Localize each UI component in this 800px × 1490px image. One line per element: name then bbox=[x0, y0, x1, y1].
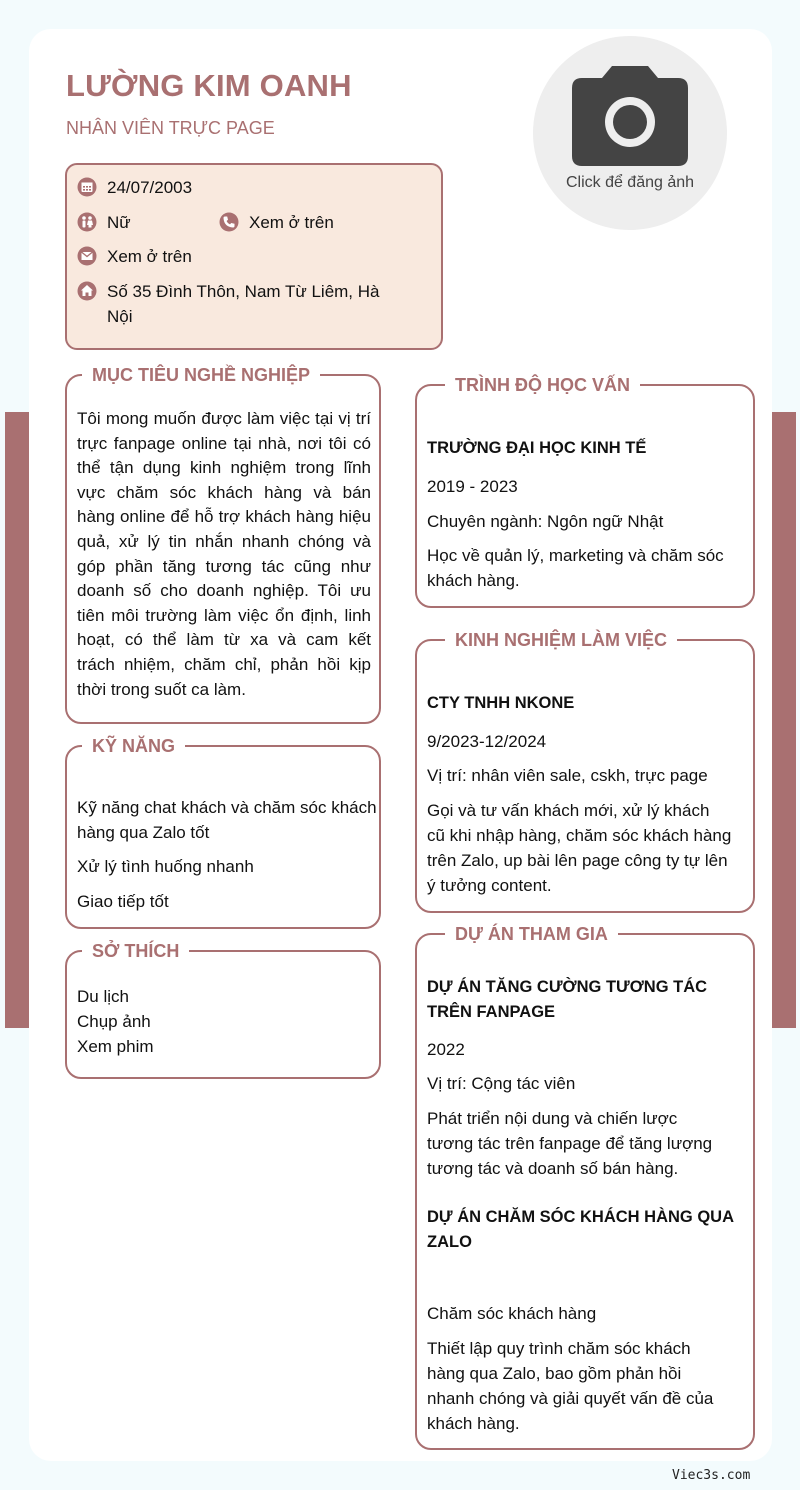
experience-title[interactable]: KINH NGHIỆM LÀM VIỆC bbox=[445, 628, 677, 652]
project-description[interactable]: Thiết lập quy trình chăm sóc khách hàng qua Zalo, bao gồm phản hồi nhanh chóng và giải quyết vấn đề của khách hàng. bbox=[427, 1339, 714, 1433]
right-accent-bar bbox=[772, 412, 796, 1028]
camera-icon bbox=[572, 64, 688, 166]
experience-position[interactable]: Vị trí: nhân viên sale, cskh, trực page bbox=[427, 766, 708, 785]
photo-upload[interactable] bbox=[533, 36, 727, 230]
email-icon bbox=[77, 246, 97, 266]
project-name[interactable]: DỰ ÁN CHĂM SÓC KHÁCH HÀNG QUA ZALO bbox=[427, 1208, 734, 1251]
objective-line: tiên môi trường làm việc ổn định, linh bbox=[77, 605, 371, 625]
objective-line: thời trong suốt ca làm. bbox=[77, 679, 246, 699]
education-title[interactable]: TRÌNH ĐỘ HỌC VẤN bbox=[445, 373, 640, 397]
experience-description[interactable]: Gọi và tư vấn khách mới, xử lý khách cũ khi nhập hàng, chăm sóc khách hàng trên Zalo, up bài lên page công ty tự lên ý tưởng content. bbox=[427, 801, 732, 895]
project-position[interactable]: Chăm sóc khách hàng bbox=[427, 1304, 597, 1323]
address-value[interactable]: Số 35 Đình Thôn, Nam Từ Liêm, Hà Nội bbox=[107, 282, 380, 326]
left-accent-bar bbox=[5, 412, 29, 1028]
project-position[interactable]: Vị trí: Cộng tác viên bbox=[427, 1074, 576, 1093]
email-value[interactable]: Xem ở trên bbox=[107, 247, 192, 266]
watermark-text: Viec3s.com bbox=[672, 1468, 751, 1483]
skills-title[interactable]: KỸ NĂNG bbox=[82, 734, 185, 758]
experience-period[interactable]: 9/2023-12/2024 bbox=[427, 732, 547, 751]
education-major[interactable]: Chuyên ngành: Ngôn ngữ Nhật bbox=[427, 512, 664, 531]
objective-line: hàng online để hỗ trợ khách hàng hiệu bbox=[77, 507, 371, 527]
objective-line: góp phần tăng tương tác cũng như bbox=[77, 556, 371, 576]
calendar-icon bbox=[77, 177, 97, 197]
objective-line: vực chăm sóc khách hàng và bán bbox=[77, 482, 371, 502]
phone-value[interactable]: Xem ở trên bbox=[249, 213, 334, 232]
phone-icon bbox=[219, 212, 239, 232]
gender-value[interactable]: Nữ bbox=[107, 213, 131, 232]
objective-line: Tôi mong muốn được làm việc tại vị trí bbox=[77, 409, 371, 428]
objective-line: quả, xử lý tin nhắn nhanh chóng và bbox=[77, 532, 371, 551]
skill-item[interactable]: Kỹ năng chat khách và chăm sóc khách hàng qua Zalo tốt bbox=[77, 798, 377, 842]
objective-line: trực fanpage online tại nhà, nơi tôi có bbox=[77, 433, 371, 453]
skill-item[interactable]: Giao tiếp tốt bbox=[77, 892, 169, 911]
objective-line: trách nhiệm, chăm chỉ, phản hồi kịp bbox=[77, 655, 371, 674]
education-school[interactable]: TRƯỜNG ĐẠI HỌC KINH TẾ bbox=[427, 439, 647, 457]
candidate-role[interactable]: NHÂN VIÊN TRỰC PAGE bbox=[66, 118, 275, 138]
project-year[interactable]: 2022 bbox=[427, 1040, 465, 1059]
gender-icon bbox=[77, 212, 97, 232]
hobbies-title[interactable]: SỞ THÍCH bbox=[82, 939, 189, 963]
objective-line: hoạt, có thể làm từ xa và cam kết bbox=[77, 630, 371, 650]
hobby-item[interactable]: Du lịch bbox=[77, 987, 129, 1006]
education-description[interactable]: Học về quản lý, marketing và chăm sóc khách hàng. bbox=[427, 546, 724, 590]
objective-line: doanh số cho doanh nghiệp. Tôi ưu bbox=[77, 581, 371, 601]
objective-line: thể tận dụng kinh nghiệm trong lĩnh bbox=[77, 458, 371, 478]
skills-card bbox=[65, 736, 381, 929]
objective-title[interactable]: MỤC TIÊU NGHỀ NGHIỆP bbox=[82, 363, 320, 387]
hobby-item[interactable]: Xem phim bbox=[77, 1037, 154, 1056]
experience-company[interactable]: CTY TNHH NKONE bbox=[427, 694, 575, 712]
projects-card bbox=[415, 924, 755, 1450]
education-card bbox=[415, 375, 755, 608]
candidate-name[interactable]: LƯỜNG KIM OANH bbox=[66, 68, 352, 103]
hobbies-card bbox=[65, 941, 381, 1079]
photo-upload-label: Click để đăng ảnh bbox=[565, 174, 695, 191]
hobby-item[interactable]: Chụp ảnh bbox=[77, 1012, 151, 1031]
personal-info-box bbox=[65, 163, 443, 350]
projects-title[interactable]: DỰ ÁN THAM GIA bbox=[445, 922, 618, 946]
skill-item[interactable]: Xử lý tình huống nhanh bbox=[77, 857, 254, 876]
objective-card bbox=[65, 365, 381, 724]
project-description[interactable]: Phát triển nội dung và chiến lược tương tác trên fanpage để tăng lượng tương tác và doanh số bán hàng. bbox=[427, 1109, 713, 1178]
project-name[interactable]: DỰ ÁN TĂNG CƯỜNG TƯƠNG TÁC TRÊN FANPAGE bbox=[427, 978, 708, 1021]
experience-card bbox=[415, 630, 755, 913]
birthday-value[interactable]: 24/07/2003 bbox=[107, 178, 193, 197]
education-period[interactable]: 2019 - 2023 bbox=[427, 477, 518, 496]
home-icon bbox=[77, 281, 97, 301]
